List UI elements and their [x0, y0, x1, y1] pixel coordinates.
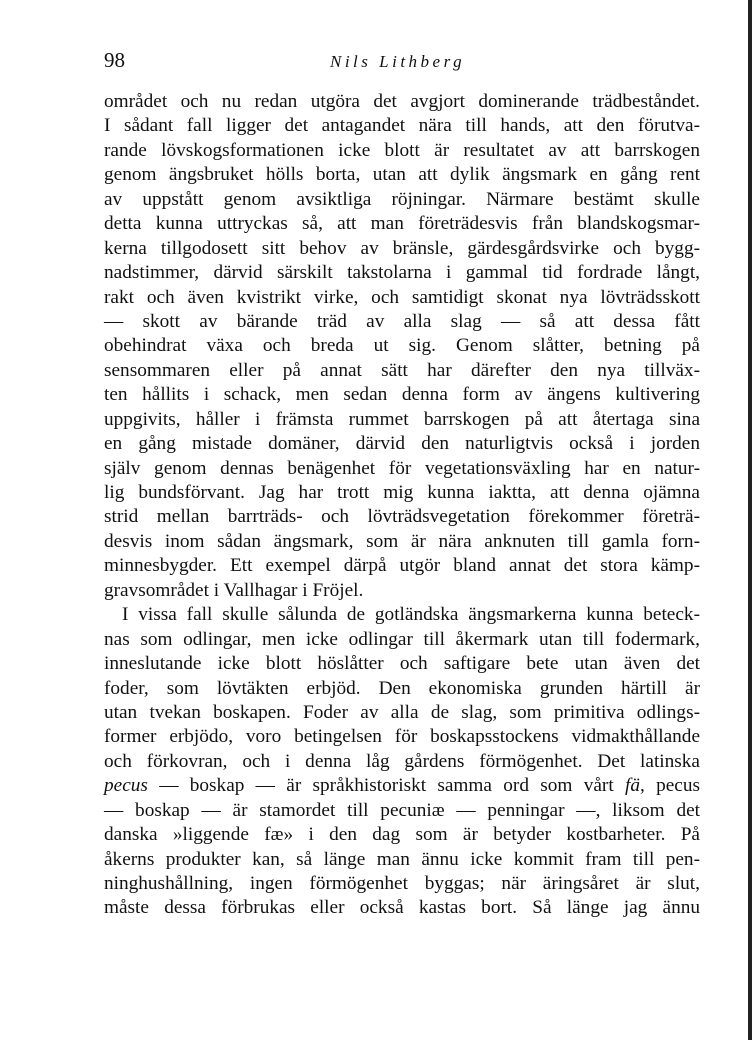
text-line: genom ängsbruket hölls borta, utan att dylik ängsmark en gång rent: [104, 164, 700, 186]
page-edge: [748, 0, 752, 1040]
text-line: själv genom dennas benägenhet för vegetationsväxling har en natur-: [104, 457, 700, 479]
text-line: ten hållits i schack, men sedan denna form av ängens kultivering: [104, 384, 700, 406]
text-line: former erbjödo, voro betingelsen för boskapsstockens vidmakthållande: [104, 726, 700, 748]
text-line: kerna tillgodosett sitt behov av bränsle, gärdesgårdsvirke och bygg-: [104, 237, 700, 259]
text-line: gravsområdet i Vallhagar i Fröjel.: [104, 579, 364, 601]
text-line: obehindrat växa och breda ut sig. Genom slåtter, betning på: [104, 335, 700, 357]
text-line: — boskap — är stamordet till pecuniæ — penningar —, liksom det: [104, 799, 700, 821]
text-line: foder, som lövtäkten erbjöd. Den ekonomiska grunden härtill är: [104, 677, 700, 699]
text-line: av uppstått genom avsiktliga röjningar. Närmare bestämt skulle: [104, 188, 700, 210]
text-line: inneslutande icke blott höslåtter och saftigare bete utan även det: [104, 653, 700, 675]
running-title: Nils Lithberg: [330, 52, 466, 71]
text-line: utan tvekan boskapen. Foder av alla de slag, som primitiva odlings-: [104, 701, 700, 723]
text-line: området och nu redan utgöra det avgjort dominerande trädbeståndet.: [104, 91, 700, 112]
italic-word-fa: fä: [624, 775, 640, 797]
text-line: — skott av bärande träd av alla slag — så att dessa fått: [104, 310, 700, 332]
italic-word-pecus: pecus: [104, 775, 148, 797]
text-line: I sådant fall ligger det antagandet nära till hands, att den förutva-: [104, 115, 700, 137]
text-line: sensommaren eller på annat sätt har därefter den nya tillväx-: [104, 359, 700, 381]
text-line: minnesbygder. Ett exempel därpå utgör bland annat det stora kämp-: [104, 555, 700, 577]
text-span: — boskap — är språkhistoriskt samma ord som vårt: [147, 775, 625, 797]
text-line: detta kunna uttryckas så, att man företrädesvis från blandskogsmar-: [104, 213, 700, 235]
text-line: rande lövskogsformationen icke blott är resultatet av att barrskogen: [104, 139, 700, 161]
text-line-with-italics: [104, 774, 700, 798]
text-line: åkerns produkter kan, så länge man ännu icke kommit fram till pen-: [104, 848, 700, 870]
body-text: [104, 90, 700, 921]
text-line: strid mellan barrträds- och lövträdsvegetation förekommer företrä-: [104, 506, 700, 528]
text-line: rakt och även kvistrikt virke, och samtidigt skonat nya lövträdsskott: [104, 286, 700, 308]
page-header: [104, 48, 700, 78]
text-line: måste dessa förbrukas eller också kastas bort. Så länge jag ännu: [104, 897, 700, 919]
text-line: danska »liggende fæ» i den dag som är betyder kostbarheter. På: [104, 824, 700, 846]
text-line: och förkovran, och i denna låg gårdens förmögenhet. Det latinska: [104, 750, 700, 772]
text-line: nadstimmer, därvid särskilt takstolarna i gammal tid fordrade långt,: [104, 262, 700, 284]
text-line: nas som odlingar, men icke odlingar till åkermark utan till fodermark,: [104, 628, 700, 650]
text-line: en gång mistade domäner, därvid den naturligtvis också i jorden: [104, 433, 700, 455]
text-line: uppgivits, håller i främsta rummet barrskogen på att återtaga sina: [104, 408, 700, 430]
text-line: ninghushållning, ingen förmögenhet byggas; när äringsåret är slut,: [104, 873, 700, 894]
paragraph-start-line: I vissa fall skulle sålunda de gotländska ängsmarkerna kunna beteck-: [122, 604, 700, 626]
page-number: 98: [104, 48, 125, 72]
text-line: desvis inom sådan ängsmark, som är nära anknuten till gamla forn-: [104, 530, 700, 552]
text-line: lig bundsförvant. Jag har trott mig kunna iaktta, att denna ojämna: [104, 482, 700, 503]
text-span: , pecus: [639, 775, 700, 797]
